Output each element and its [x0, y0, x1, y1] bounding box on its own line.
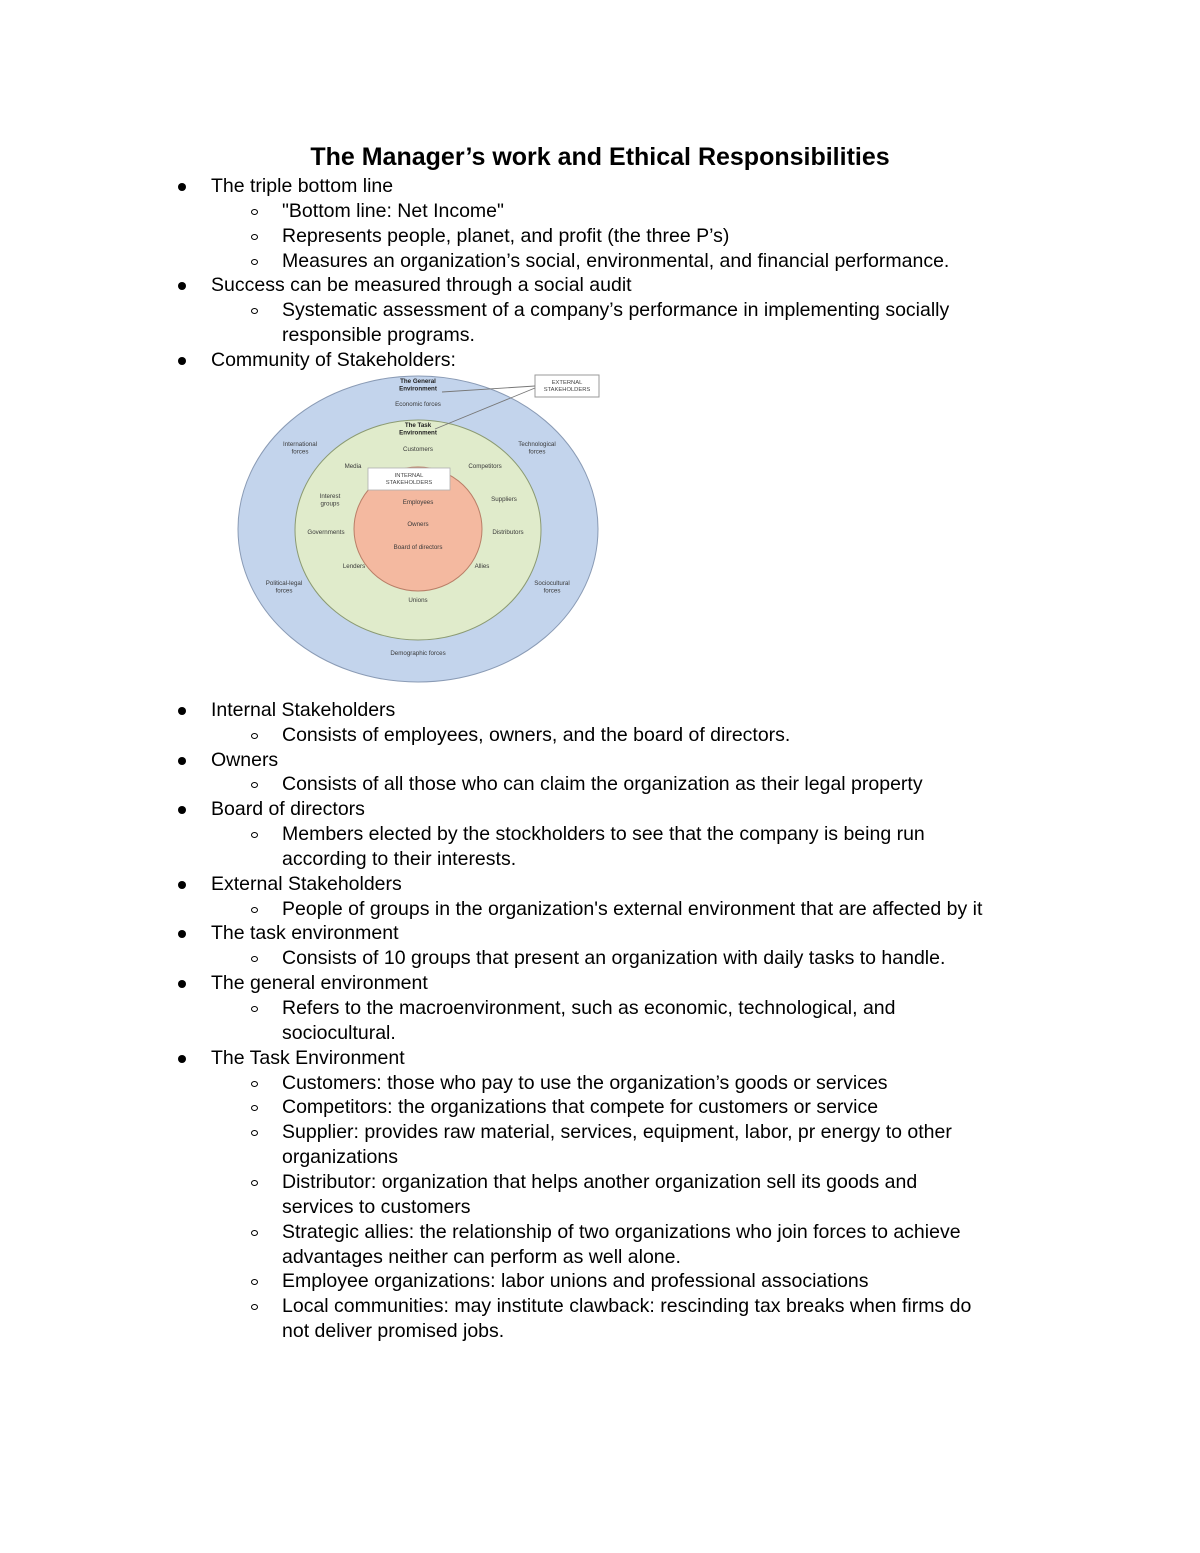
sub-bullet-item: Employee organizations: labor unions and professional associations [282, 1270, 869, 1293]
bullet-circle-icon [251, 1006, 258, 1012]
sub-bullet-item: according to their interests. [282, 847, 517, 870]
bullet-disc-icon [178, 806, 186, 814]
bullet-circle-icon [251, 1180, 258, 1186]
economic-forces-label: Economic forces [395, 401, 441, 408]
bullet-disc-icon [178, 757, 186, 765]
media-label: Media [344, 463, 362, 470]
bullet-item: Owners [211, 748, 279, 771]
sub-bullet-item: Members elected by the stockholders to see that the company is being run [282, 823, 925, 846]
bullet-item: The task environment [211, 922, 399, 945]
sub-bullet-item: Distributor: organization that helps another organization sell its goods and [282, 1170, 918, 1193]
bullet-item: The Task Environment [211, 1046, 405, 1069]
sub-bullet-item: Consists of employees, owners, and the board of directors. [282, 723, 791, 746]
distributors-label: Distributors [492, 529, 524, 536]
stakeholder-diagram [232, 372, 604, 684]
sub-bullet-item: Strategic allies: the relationship of two organizations who join forces to achieve [282, 1220, 961, 1243]
bullet-item: Internal Stakeholders [211, 698, 396, 721]
sub-bullet-item: Consists of all those who can claim the organization as their legal property [282, 773, 923, 796]
competitors-label: Competitors [468, 463, 502, 470]
sub-bullet-item: Systematic assessment of a company’s performance in implementing socially [282, 299, 950, 322]
bullet-item: External Stakeholders [211, 872, 402, 895]
bullet-disc-icon [178, 881, 186, 889]
board-of-directors-label: Board of directors [393, 544, 443, 551]
bullet-item: Success can be measured through a social audit [211, 274, 632, 297]
bullet-circle-icon [251, 832, 258, 838]
bullet-circle-icon [251, 1105, 258, 1111]
bullet-disc-icon [178, 357, 186, 365]
technological-forces-label: Technological forces [518, 441, 556, 456]
lenders-label: Lenders [342, 563, 366, 570]
bullet-disc-icon [178, 282, 186, 290]
suppliers-label: Suppliers [491, 496, 517, 503]
governments-label: Governments [307, 529, 345, 536]
sub-bullet-item: Competitors: the organizations that compete for customers or service [282, 1096, 879, 1119]
bullet-circle-icon [251, 907, 258, 913]
bullet-item: Community of Stakeholders: [211, 348, 456, 371]
sub-bullet-item: Local communities: may institute clawback: rescinding tax breaks when firms do [282, 1295, 972, 1318]
employees-label: Employees [402, 499, 434, 506]
general-environment-title: The General Environment [399, 378, 437, 393]
bullet-circle-icon [251, 733, 258, 739]
sub-bullet-item: services to customers [282, 1195, 471, 1218]
sub-bullet-item: organizations [282, 1146, 398, 1169]
unions-label: Unions [408, 597, 428, 604]
bullet-circle-icon [251, 259, 258, 265]
bullet-circle-icon [251, 1130, 258, 1136]
sub-bullet-item: Consists of 10 groups that present an organization with daily tasks to handle. [282, 947, 946, 970]
bullet-circle-icon [251, 209, 258, 215]
sociocultural-forces-label: Sociocultural forces [534, 580, 570, 595]
customers-label: Customers [403, 446, 433, 453]
sub-bullet-item: Measures an organization’s social, environmental, and financial performance. [282, 249, 950, 272]
bullet-circle-icon [251, 956, 258, 962]
bullet-disc-icon [178, 707, 186, 715]
page-title: The Manager’s work and Ethical Responsibilities [310, 143, 890, 171]
sub-bullet-item: Customers: those who pay to use the organization’s goods or services [282, 1071, 888, 1094]
sub-bullet-item: Refers to the macroenvironment, such as economic, technological, and [282, 997, 896, 1019]
task-environment-title: The Task Environment [399, 422, 437, 437]
sub-bullet-item: responsible programs. [282, 324, 475, 347]
bullet-item: Board of directors [211, 798, 365, 821]
stakeholder-diagram-svg [232, 372, 604, 684]
bullet-circle-icon [251, 782, 258, 788]
sub-bullet-item: People of groups in the organization's external environment that are affected by it [282, 897, 983, 920]
bullet-item: The general environment [211, 972, 428, 995]
sub-bullet-item: not deliver promised jobs. [282, 1320, 505, 1343]
bullet-circle-icon [251, 1279, 258, 1285]
bullet-item: The triple bottom line [211, 175, 394, 197]
bullet-circle-icon [251, 308, 258, 314]
interest-groups-label: Interest groups [319, 493, 341, 508]
bullet-disc-icon [178, 1055, 186, 1063]
sub-bullet-item: sociocultural. [282, 1021, 396, 1044]
demographic-forces-label: Demographic forces [390, 650, 446, 657]
allies-label: Allies [474, 563, 490, 570]
sub-bullet-item: Represents people, planet, and profit (the three P’s) [282, 224, 730, 247]
international-forces-label: International forces [282, 441, 318, 456]
sub-bullet-item: Supplier: provides raw material, services, equipment, labor, pr energy to other [282, 1121, 952, 1144]
bullet-disc-icon [178, 930, 186, 938]
bullet-circle-icon [251, 1081, 258, 1087]
bullet-circle-icon [251, 234, 258, 240]
political-legal-forces-label: Political-legal forces [265, 580, 303, 595]
sub-bullet-item: "Bottom line: Net Income" [282, 199, 504, 222]
bullet-disc-icon [178, 183, 186, 191]
sub-bullet-item: advantages neither can perform as well alone. [282, 1245, 681, 1268]
bullet-disc-icon [178, 980, 186, 988]
bullet-circle-icon [251, 1230, 258, 1236]
owners-label: Owners [407, 521, 429, 528]
external-stakeholders-callout: EXTERNAL STAKEHOLDERS [543, 380, 591, 393]
internal-stakeholders-label: INTERNAL STAKEHOLDERS [385, 473, 433, 486]
bullet-circle-icon [251, 1304, 258, 1310]
